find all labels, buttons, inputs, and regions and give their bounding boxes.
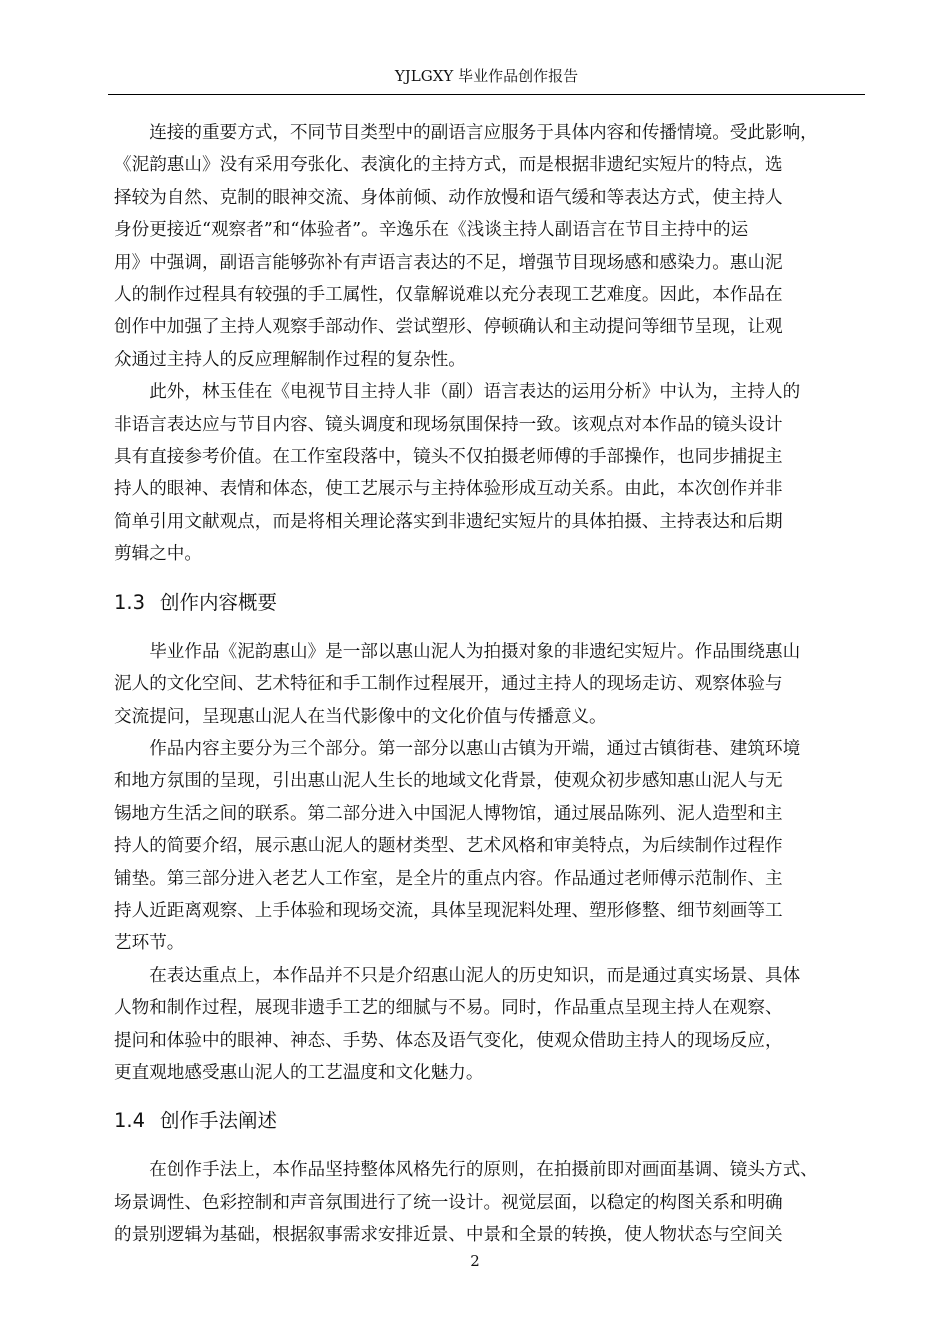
text-line: 和地方氛围的呈现，引出惠山泥人生长的地域文化背景，使观众初步感知惠山泥人与无 [114,771,783,792]
section-title: 创作内容概要 [160,590,278,614]
section-number: 1.3 [114,590,146,614]
text-line: 连接的重要方式，不同节目类型中的副语言应服务于具体内容和传播情境。受此影响， [149,123,818,143]
section-heading-1-3 [114,587,862,619]
text-line: 剪辑之中。 [114,544,202,565]
text-line: 铺垫。第三部分进入老艺人工作室，是全片的重点内容。作品通过老师傅示范制作、主 [114,868,783,889]
text-line: 择较为自然、克制的眼神交流、身体前倾、动作放慢和语气缓和等表达方式，使主持人 [114,187,783,208]
section-heading-1-4 [114,1105,862,1137]
text-line: 毕业作品《泥韵惠山》是一部以惠山泥人为拍摄对象的非遗纪实短片。作品围绕惠山 [149,641,801,662]
body-paragraph [114,1154,862,1251]
text-line: 人的制作过程具有较强的手工属性，仅靠解说难以充分表现工艺难度。因此，本作品在 [114,285,783,306]
text-line: 持人的眼神、表情和体态，使工艺展示与主持体验形成互动关系。由此，本次创作并非 [114,479,783,500]
header-rule [108,94,865,95]
text-line: 简单引用文献观点，而是将相关理论落实到非遗纪实短片的具体拍摄、主持表达和后期 [114,511,783,532]
text-line: 非语言表达应与节目内容、镜头调度和现场氛围保持一致。该观点对本作品的镜头设计 [114,414,783,435]
text-line: 提问和体验中的眼神、神态、手势、体态及语气变化，使观众借助主持人的现场反应， [114,1030,783,1051]
section-title: 创作手法阐述 [160,1109,278,1133]
page-content [114,117,862,1252]
text-line: 创作中加强了主持人观察手部动作、尝试塑形、停顿确认和主动提问等细节呈现，让观 [114,317,783,338]
body-paragraph [114,636,862,733]
page-header: YJLGXY 毕业作品创作报告 [394,67,579,85]
body-paragraph [114,960,862,1090]
body-paragraph [114,376,862,570]
text-line: 锡地方生活之间的联系。第二部分进入中国泥人博物馆，通过展品陈列、泥人造型和主 [114,803,783,824]
text-line: 众通过主持人的反应理解制作过程的复杂性。 [114,349,466,370]
text-line: 具有直接参考价值。在工作室段落中，镜头不仅拍摄老师傅的手部操作，也同步捕捉主 [114,447,783,468]
body-paragraph [114,117,862,376]
paragraph-group-c [114,1154,862,1251]
text-line: 身份更接近“观察者”和“体验者”。辛逸乐在《浅谈主持人副语言在节目主持中的运 [114,220,749,241]
text-line: 交流提问，呈现惠山泥人在当代影像中的文化价值与传播意义。 [114,706,607,727]
text-line: 持人的简要介绍，展示惠山泥人的题材类型、艺术风格和审美特点，为后续制作过程作 [114,836,783,857]
paragraph-group-b [114,636,862,1090]
section-number: 1.4 [114,1109,146,1133]
text-line: 作品内容主要分为三个部分。第一部分以惠山古镇为开端，通过古镇街巷、建筑环境 [149,738,801,759]
text-line: 人物和制作过程，展现非遗手工艺的细腻与不易。同时，作品重点呈现主持人在观察、 [114,998,783,1019]
page-number: 2 [470,1252,480,1270]
text-line: 艺环节。 [114,933,185,954]
text-line: 泥人的文化空间、艺术特征和手工制作过程展开，通过主持人的现场走访、观察体验与 [114,674,783,695]
text-line: 更直观地感受惠山泥人的工艺温度和文化魅力。 [114,1062,484,1083]
text-line: 的景别逻辑为基础，根据叙事需求安排近景、中景和全景的转换，使人物状态与空间关 [114,1225,783,1246]
body-paragraph [114,733,862,960]
text-line: 场景调性、色彩控制和声音氛围进行了统一设计。视觉层面，以稳定的构图关系和明确 [114,1192,783,1213]
text-line: 在创作手法上，本作品坚持整体风格先行的原则，在拍摄前即对画面基调、镜头方式、 [149,1160,818,1181]
text-line: 在表达重点上，本作品并不只是介绍惠山泥人的历史知识，而是通过真实场景、具体 [149,965,801,986]
text-line: 用》中强调，副语言能够弥补有声语言表达的不足，增强节目现场感和感染力。惠山泥 [114,252,783,273]
text-line: 此外，林玉佳在《电视节目主持人非（副）语言表达的运用分析》中认为，主持人的 [149,382,801,403]
text-line: 持人近距离观察、上手体验和现场交流，具体呈现泥料处理、塑形修整、细节刻画等工 [114,900,783,921]
paragraph-group-a [114,117,862,571]
text-line: 《泥韵惠山》没有采用夸张化、表演化的主持方式，而是根据非遗纪实短片的特点，选 [114,155,783,176]
